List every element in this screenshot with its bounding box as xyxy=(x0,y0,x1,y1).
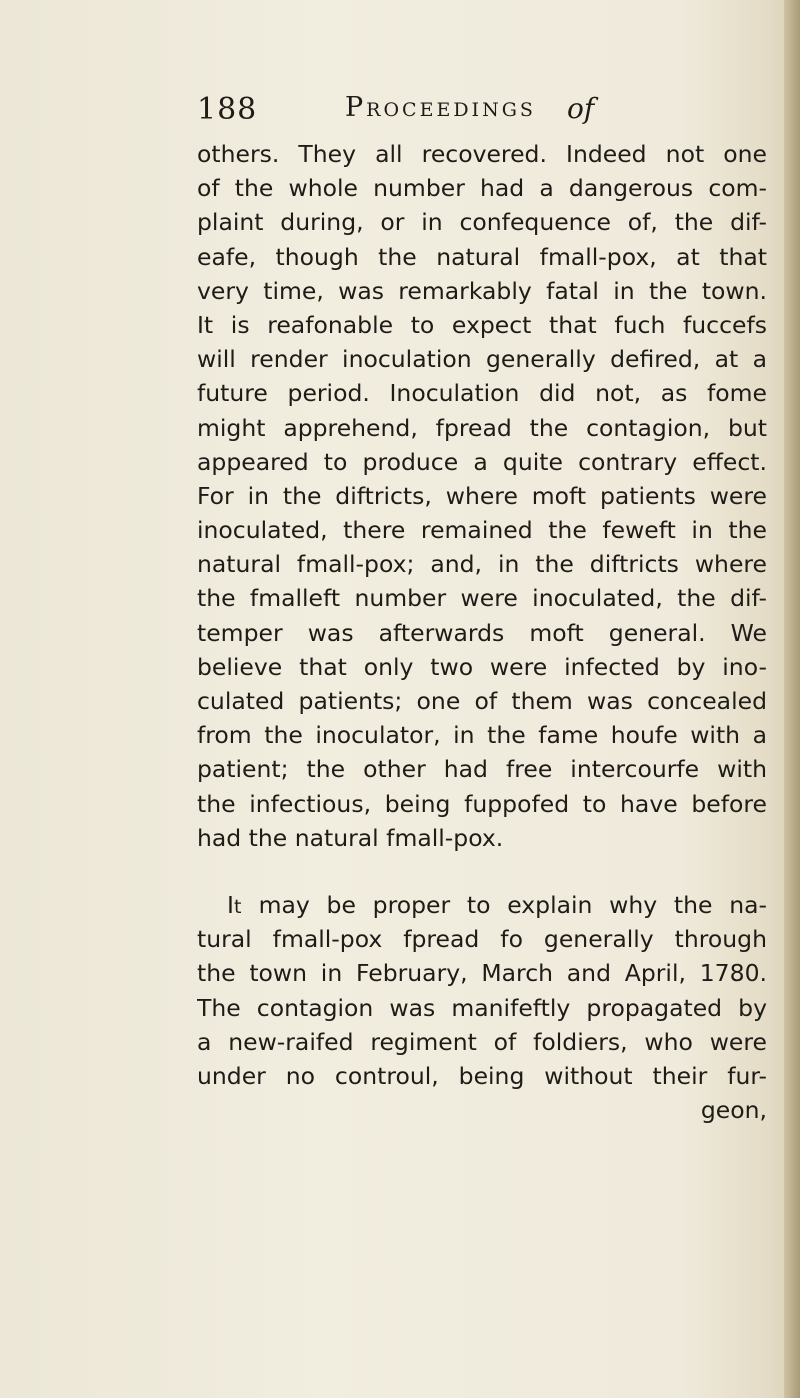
running-title-suffix: of xyxy=(567,92,595,125)
first-line-text: may be proper to explain why the na- xyxy=(241,890,767,919)
text-line: temper was afterwards moft general. We xyxy=(197,618,767,647)
text-line: tural fmall-pox fpread fo generally through xyxy=(197,925,767,954)
paragraph xyxy=(197,137,767,855)
text-line: had the natural fmall-pox. xyxy=(197,823,504,852)
body-text xyxy=(197,137,767,1127)
page-header xyxy=(197,92,647,132)
text-line: others. They all recovered. Indeed not one xyxy=(197,140,767,168)
text-line: patient; the other had free intercourfe with xyxy=(197,755,767,784)
text-line: believe that only two were infected by ino- xyxy=(197,652,767,681)
text-line: a new-raifed regiment of foldiers, who were xyxy=(197,1027,767,1056)
text-line: plaint during, or in confequence of, the dif- xyxy=(197,208,767,237)
paragraph xyxy=(197,888,767,1127)
text-line: The contagion was manifeftly propagated by xyxy=(197,993,767,1022)
text-line: the town in February, March and April, 1780. xyxy=(197,959,767,988)
text-line: It is reafonable to expect that fuch fuccefs xyxy=(197,310,767,339)
running-title: Proceedings xyxy=(345,92,536,123)
text-line: of the whole number had a dangerous com- xyxy=(197,174,767,203)
paragraph-gap xyxy=(197,855,767,888)
text-line xyxy=(197,888,767,922)
catchword: geon, xyxy=(700,1096,767,1125)
text-line: future period. Inoculation did not, as fome xyxy=(197,379,767,408)
small-caps-initial: I xyxy=(227,890,234,919)
text-line: natural fmall-pox; and, in the diftricts where xyxy=(197,550,767,579)
page-number: 188 xyxy=(197,92,258,127)
text-line: inoculated, there remained the feweft in the xyxy=(197,516,767,545)
small-caps-rest: t xyxy=(233,895,242,918)
text-line: the infectious, being fuppofed to have before xyxy=(197,789,767,818)
text-line: appeared to produce a quite contrary effect. xyxy=(197,447,767,476)
text-line: from the inoculator, in the fame houfe with a xyxy=(197,721,767,750)
text-line: will render inoculation generally defired, at a xyxy=(197,345,767,374)
text-line: For in the diftricts, where moft patients were xyxy=(197,481,767,510)
text-line: eafe, though the natural fmall-pox, at that xyxy=(197,242,767,271)
text-line: the fmalleft number were inoculated, the dif- xyxy=(197,584,767,613)
text-line: might apprehend, fpread the contagion, but xyxy=(197,413,767,442)
text-line: very time, was remarkably fatal in the town. xyxy=(197,276,767,305)
book-spine-edge xyxy=(784,0,800,1398)
text-line: under no controul, being without their fur- xyxy=(197,1061,767,1090)
text-line: culated patients; one of them was concealed xyxy=(197,687,767,715)
